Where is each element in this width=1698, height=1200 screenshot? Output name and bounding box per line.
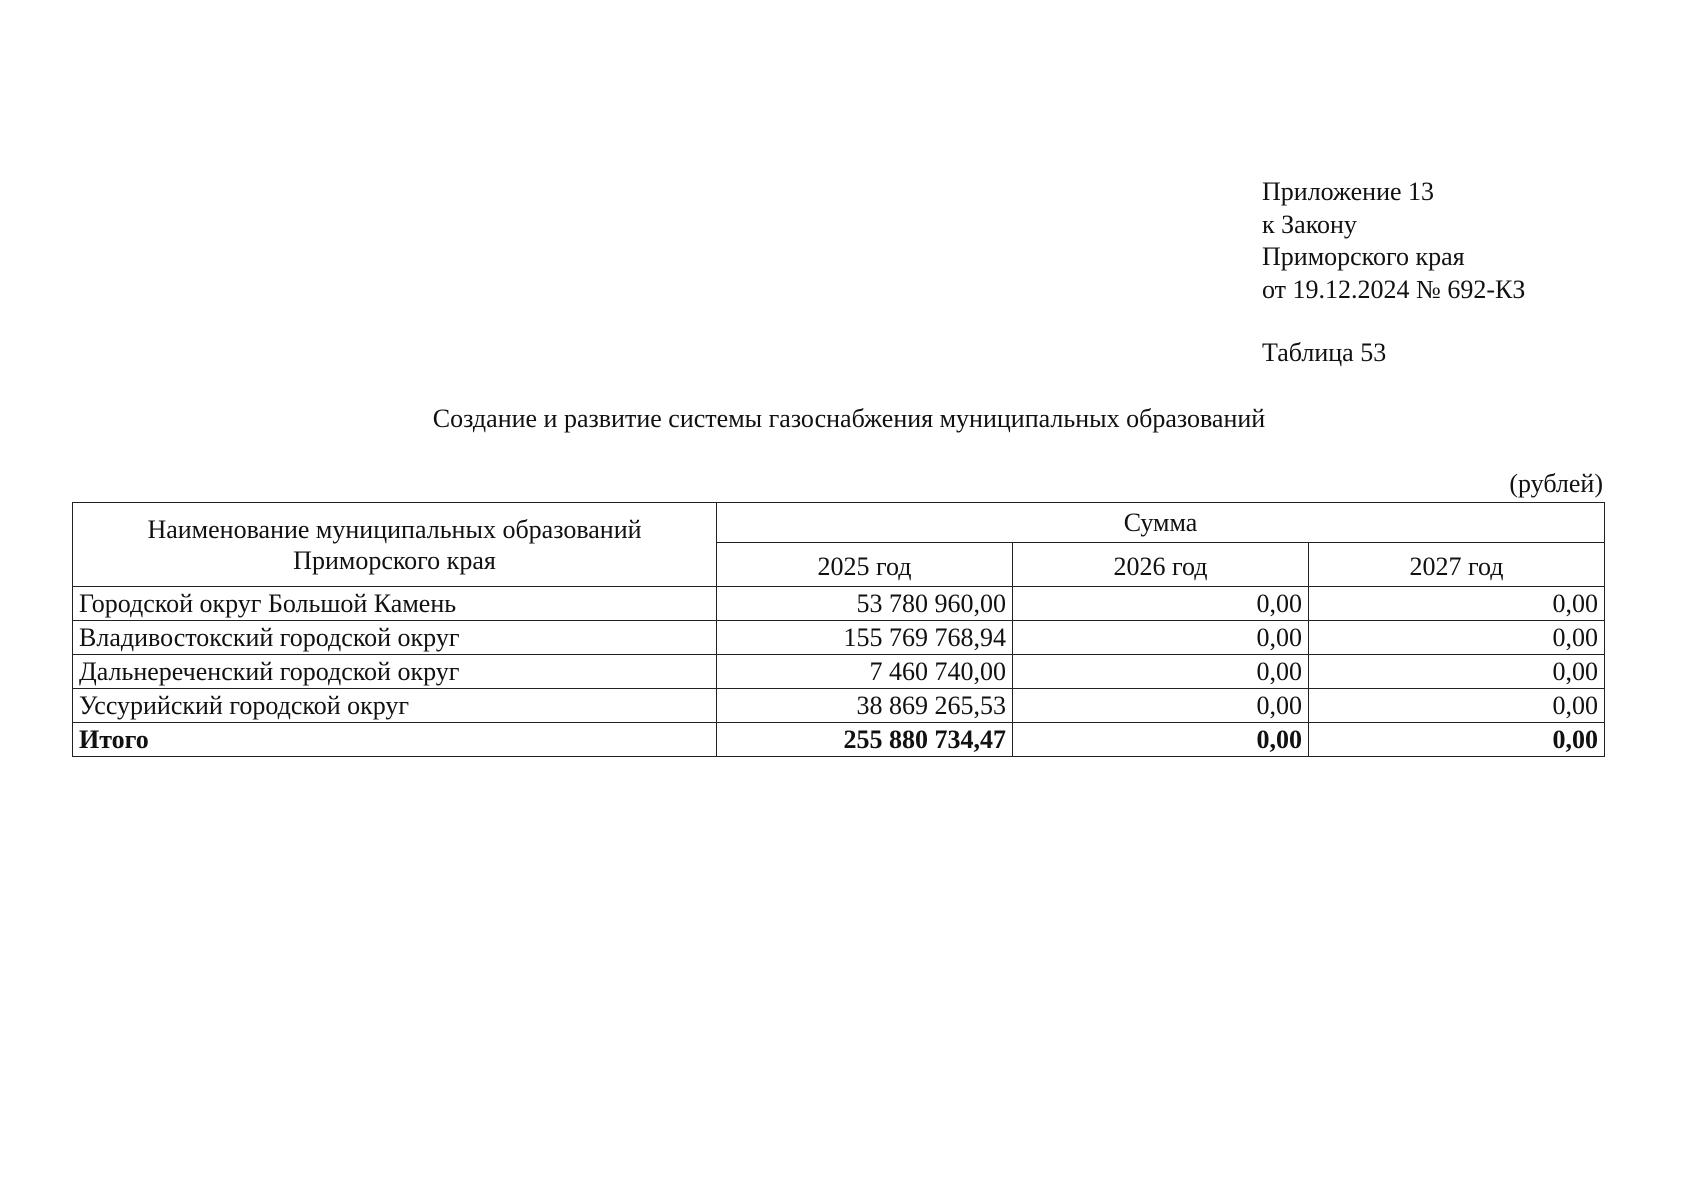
cell-total-2025: 255 880 734,47 — [717, 723, 1013, 757]
cell-municipality: Владивостокский городской округ — [73, 621, 717, 655]
annex-header — [1262, 176, 1525, 306]
column-header-2026: 2026 год — [1013, 543, 1309, 587]
column-header-name-line1: Наименование муниципальных образований — [147, 514, 642, 544]
column-header-2027: 2027 год — [1309, 543, 1605, 587]
currency-unit: (рублей) — [1509, 469, 1603, 498]
cell-total-label: Итого — [73, 723, 717, 757]
cell-2026: 0,00 — [1013, 587, 1309, 621]
table-row — [73, 587, 1605, 621]
cell-2026: 0,00 — [1013, 621, 1309, 655]
cell-2025: 7 460 740,00 — [717, 655, 1013, 689]
cell-2026: 0,00 — [1013, 689, 1309, 723]
cell-2025: 38 869 265,53 — [717, 689, 1013, 723]
cell-2025: 155 769 768,94 — [717, 621, 1013, 655]
table-row — [73, 655, 1605, 689]
cell-2027: 0,00 — [1309, 655, 1605, 689]
cell-2025: 53 780 960,00 — [717, 587, 1013, 621]
annex-region: Приморского края — [1262, 242, 1465, 271]
cell-2026: 0,00 — [1013, 655, 1309, 689]
column-header-2025: 2025 год — [717, 543, 1013, 587]
annex-law-ref: к Закону — [1262, 209, 1357, 239]
annex-date-number: от 19.12.2024 № 692-КЗ — [1262, 274, 1526, 304]
table-row — [73, 689, 1605, 723]
cell-2027: 0,00 — [1309, 587, 1605, 621]
column-header-name — [73, 503, 717, 587]
column-header-sum: Сумма — [717, 503, 1605, 543]
cell-2027: 0,00 — [1309, 621, 1605, 655]
header-row — [73, 503, 1605, 543]
column-header-name-line2: Приморского края — [293, 545, 496, 575]
cell-municipality: Уссурийский городской округ — [73, 689, 717, 723]
table-number: Таблица 53 — [1262, 338, 1387, 367]
table-row — [73, 621, 1605, 655]
cell-total-2026: 0,00 — [1013, 723, 1309, 757]
cell-municipality: Городской округ Большой Камень — [73, 587, 717, 621]
annex-number: Приложение 13 — [1262, 177, 1435, 206]
cell-municipality: Дальнереченский городской округ — [73, 655, 717, 689]
cell-total-2027: 0,00 — [1309, 723, 1605, 757]
budget-table — [72, 502, 1605, 757]
total-row — [73, 723, 1605, 757]
cell-2027: 0,00 — [1309, 689, 1605, 723]
document-title: Создание и развитие системы газоснабжения муниципальных образований — [432, 404, 1266, 433]
